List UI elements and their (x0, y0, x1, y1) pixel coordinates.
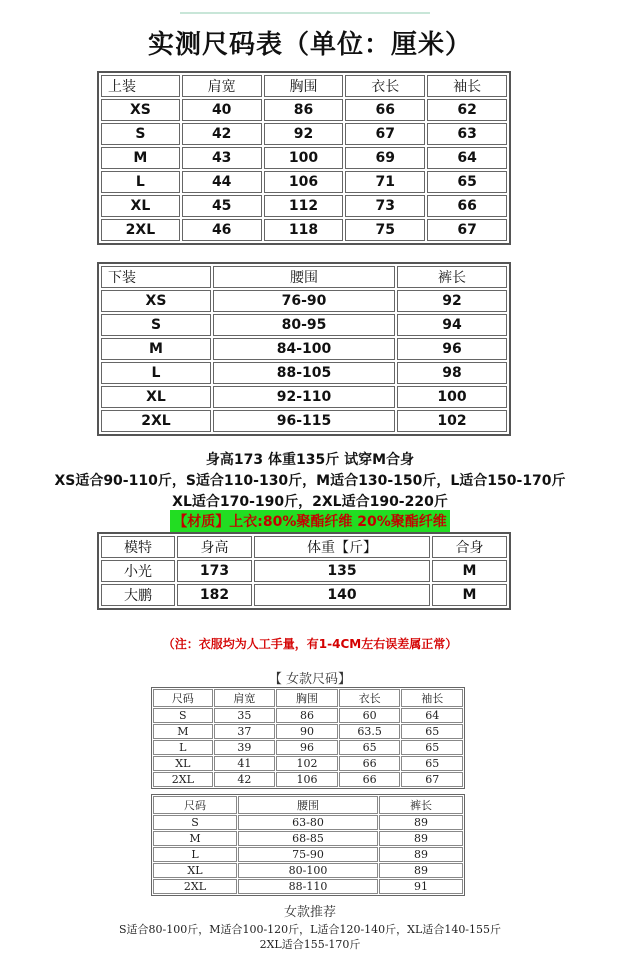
value-cell: 96 (276, 740, 338, 755)
top-divider (180, 12, 430, 14)
table-row (101, 123, 507, 145)
value-cell: 39 (214, 740, 276, 755)
header-cell: 胸围 (264, 75, 344, 97)
size-cell: S (153, 708, 213, 723)
size-cell: S (101, 314, 211, 336)
table-row (101, 362, 507, 384)
value-cell: 63 (427, 123, 507, 145)
table-row (153, 740, 463, 755)
value-cell: 118 (264, 219, 344, 241)
women-bottoms-table (151, 794, 465, 896)
table-row (153, 815, 463, 830)
size-cell: L (153, 847, 237, 862)
women-recommend-title: 女款推荐 (283, 905, 336, 920)
value-cell: 73 (345, 195, 425, 217)
table-row (101, 171, 507, 193)
table-row (153, 708, 463, 723)
value-cell: 37 (214, 724, 276, 739)
header-cell: 下装 (101, 266, 211, 288)
size-cell: L (101, 171, 180, 193)
women-tops-table (151, 687, 465, 789)
table-row (153, 863, 463, 878)
value-cell: 60 (339, 708, 401, 723)
size-cell: 2XL (153, 772, 213, 787)
value-cell: 64 (427, 147, 507, 169)
value-cell: 88-110 (238, 879, 378, 894)
header-cell: 裤长 (379, 796, 463, 814)
measurement-note: （注：衣服均为人工手量，有1-4CM左右误差属正常） (162, 637, 458, 651)
value-cell: 65 (427, 171, 507, 193)
value-cell: 75-90 (238, 847, 378, 862)
table-row (101, 219, 507, 241)
table-row (153, 847, 463, 862)
value-cell: 86 (276, 708, 338, 723)
value-cell: 112 (264, 195, 344, 217)
value-cell: 46 (182, 219, 262, 241)
value-cell: 173 (177, 560, 252, 582)
header-cell: 衣长 (345, 75, 425, 97)
value-cell: 75 (345, 219, 425, 241)
value-cell: 45 (182, 195, 262, 217)
tops-size-table (97, 71, 511, 245)
value-cell: 42 (214, 772, 276, 787)
value-cell: 92 (264, 123, 344, 145)
size-cell: XL (153, 756, 213, 771)
value-cell: 135 (254, 560, 430, 582)
value-cell: 96 (397, 338, 507, 360)
value-cell: M (432, 560, 507, 582)
header-cell: 肩宽 (214, 689, 276, 707)
header-cell: 腰围 (213, 266, 395, 288)
header-cell: 体重【斤】 (254, 536, 430, 558)
table-row (153, 831, 463, 846)
size-cell: M (153, 724, 213, 739)
size-cell: 2XL (101, 410, 211, 432)
header-cell: 腰围 (238, 796, 378, 814)
page-title: 实测尺码表（单位：厘米） (147, 30, 472, 60)
value-cell: 68-85 (238, 831, 378, 846)
value-cell: 65 (401, 724, 463, 739)
table-row (101, 99, 507, 121)
size-cell: M (101, 338, 211, 360)
fit-info-line1: 身高173 体重135斤 试穿M合身 (205, 452, 415, 468)
table-row (101, 560, 507, 582)
value-cell: 94 (397, 314, 507, 336)
model-name-cell: 小光 (101, 560, 175, 582)
value-cell: 62 (427, 99, 507, 121)
size-cell: L (101, 362, 211, 384)
value-cell: 102 (276, 756, 338, 771)
table-row (153, 772, 463, 787)
material-label: 【材质】上衣:80%聚酯纤维 20%聚酯纤维 (170, 510, 450, 532)
table-row (101, 338, 507, 360)
size-cell: 2XL (101, 219, 180, 241)
value-cell: 182 (177, 584, 252, 606)
size-cell: L (153, 740, 213, 755)
value-cell: M (432, 584, 507, 606)
value-cell: 86 (264, 99, 344, 121)
header-cell: 裤长 (397, 266, 507, 288)
value-cell: 66 (427, 195, 507, 217)
table-row (101, 195, 507, 217)
value-cell: 63.5 (339, 724, 401, 739)
value-cell: 98 (397, 362, 507, 384)
value-cell: 42 (182, 123, 262, 145)
value-cell: 64 (401, 708, 463, 723)
table-row (153, 879, 463, 894)
value-cell: 66 (339, 772, 401, 787)
value-cell: 92 (397, 290, 507, 312)
value-cell: 80-95 (213, 314, 395, 336)
value-cell: 43 (182, 147, 262, 169)
material-row (0, 510, 620, 532)
header-cell: 袖长 (427, 75, 507, 97)
models-header-row (101, 536, 507, 558)
size-cell: 2XL (153, 879, 237, 894)
value-cell: 66 (339, 756, 401, 771)
table-row (153, 724, 463, 739)
header-cell: 上装 (101, 75, 180, 97)
women-tops-header-row (153, 689, 463, 707)
bottoms-header-row (101, 266, 507, 288)
value-cell: 106 (264, 171, 344, 193)
header-cell: 合身 (432, 536, 507, 558)
value-cell: 89 (379, 831, 463, 846)
fit-info-line3: XL适合170-190斤，2XL适合190-220斤 (172, 494, 448, 510)
value-cell: 63-80 (238, 815, 378, 830)
value-cell: 106 (276, 772, 338, 787)
value-cell: 67 (401, 772, 463, 787)
value-cell: 67 (345, 123, 425, 145)
value-cell: 41 (214, 756, 276, 771)
size-cell: M (153, 831, 237, 846)
tops-header-row (101, 75, 507, 97)
value-cell: 90 (276, 724, 338, 739)
value-cell: 76-90 (213, 290, 395, 312)
value-cell: 89 (379, 847, 463, 862)
size-cell: XS (101, 290, 211, 312)
models-table (97, 532, 511, 610)
fit-info-line2: XS适合90-110斤，S适合110-130斤，M适合130-150斤，L适合150-170斤 (54, 473, 566, 489)
size-cell: XS (101, 99, 180, 121)
women-recommend-line2: 2XL适合155-170斤 (259, 938, 361, 951)
value-cell: 67 (427, 219, 507, 241)
value-cell: 84-100 (213, 338, 395, 360)
model-name-cell: 大鹏 (101, 584, 175, 606)
value-cell: 100 (397, 386, 507, 408)
table-row (101, 314, 507, 336)
value-cell: 69 (345, 147, 425, 169)
value-cell: 89 (379, 863, 463, 878)
size-cell: XL (153, 863, 237, 878)
value-cell: 102 (397, 410, 507, 432)
header-cell: 肩宽 (182, 75, 262, 97)
table-row (101, 584, 507, 606)
value-cell: 66 (345, 99, 425, 121)
table-row (101, 386, 507, 408)
value-cell: 96-115 (213, 410, 395, 432)
header-cell: 尺码 (153, 689, 213, 707)
women-size-title: 【 女款尺码】 (268, 672, 352, 687)
value-cell: 44 (182, 171, 262, 193)
size-cell: S (101, 123, 180, 145)
header-cell: 衣长 (339, 689, 401, 707)
table-row (101, 147, 507, 169)
value-cell: 65 (339, 740, 401, 755)
value-cell: 92-110 (213, 386, 395, 408)
size-cell: M (101, 147, 180, 169)
table-row (101, 410, 507, 432)
bottoms-size-table (97, 262, 511, 436)
header-cell: 身高 (177, 536, 252, 558)
header-cell: 模特 (101, 536, 175, 558)
size-cell: XL (101, 195, 180, 217)
value-cell: 71 (345, 171, 425, 193)
table-row (101, 290, 507, 312)
table-row (153, 756, 463, 771)
value-cell: 91 (379, 879, 463, 894)
women-bottoms-header-row (153, 796, 463, 814)
value-cell: 140 (254, 584, 430, 606)
value-cell: 35 (214, 708, 276, 723)
value-cell: 40 (182, 99, 262, 121)
value-cell: 89 (379, 815, 463, 830)
header-cell: 胸围 (276, 689, 338, 707)
value-cell: 88-105 (213, 362, 395, 384)
header-cell: 尺码 (153, 796, 237, 814)
value-cell: 100 (264, 147, 344, 169)
value-cell: 65 (401, 740, 463, 755)
women-recommend-line1: S适合80-100斤，M适合100-120斤，L适合120-140斤，XL适合140-155斤 (118, 923, 502, 936)
value-cell: 65 (401, 756, 463, 771)
value-cell: 80-100 (238, 863, 378, 878)
size-cell: S (153, 815, 237, 830)
size-cell: XL (101, 386, 211, 408)
header-cell: 袖长 (401, 689, 463, 707)
